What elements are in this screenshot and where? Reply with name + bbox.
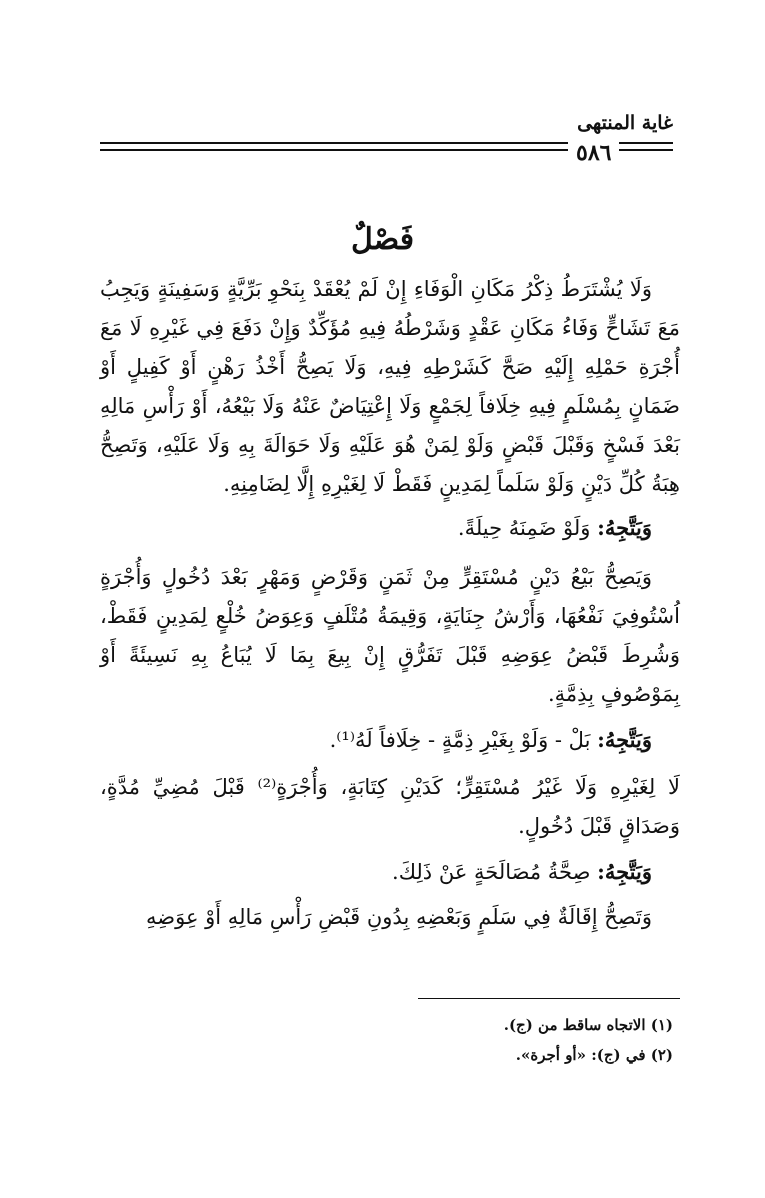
paragraph-1: وَلَا يُشْتَرَطُ ذِكْرُ مَكَانِ الْوَفَاءِ إِنْ لَمْ يُعْقَدْ بِنَحْوِ بَرِّيَّةٍ وَسَفِينَةٍ وَيَجِبُ مَعَ تَشَاحٍّ وَفَاءُ مَكَانِ عَقْدٍ وَشَرْطُهُ فِيهِ مُؤَكِّدٌ وَإِنْ دَفَعَ فِي غَيْرِهِ لَا مَعَ أُجْرَةِ حَمْلِهِ إِلَيْهِ صَحَّ كَشَرْطِهِ فِيهِ، وَلَا يَصِحُّ أَخْذُ رَهْنٍ أَوْ كَفِيلٍ أَوْ ضَمَانٍ بِمُسْلَمٍ فِيهِ خِلَافاً لِجَمْعٍ وَلَا إِعْتِيَاضٌ عَنْهُ وَلَا بَيْعُهُ، أَوْ رَأْسِ مَالِهِ بَعْدَ فَسْخٍ وَقَبْلَ قَبْضٍ وَلَوْ لِمَنْ هُوَ عَلَيْهِ وَلَا حَوَالَةَ بِهِ وَلَا عَلَيْهِ، وَتَصِحُّ هِبَةُ كُلِّ دَيْنٍ وَلَوْ سَلَماً لِمَدِينٍ فَقَطْ لَا لِغَيْرِهِ إِلَّا لِضَامِنِهِ. (100, 277, 680, 496)
paragraph-6 (100, 852, 680, 892)
footnote-2: (٢) في (ج): «أو أجرة». (515, 1046, 673, 1064)
paragraph-2-text: وَلَوْ ضَمِنَهُ حِيلَةً. (457, 516, 591, 540)
ittijah-label: وَيَتَّجِهُ: (597, 727, 652, 752)
ittijah-label: وَيَتَّجِهُ: (597, 859, 652, 884)
footnote-1: (١) الاتجاه ساقط من (ج). (503, 1016, 673, 1034)
footnotes (93, 1010, 673, 1070)
paragraph-7: وَتَصِحُّ إِقَالَةٌ فِي سَلَمٍ وَبَعْضِهِ بِدُونِ قَبْضِ رَأْسِ مَالِهِ أَوْ عِوَضِهِ (146, 905, 652, 929)
paragraph-2 (100, 508, 680, 548)
body-text (100, 270, 680, 937)
paragraph-4 (100, 720, 680, 760)
paragraph-4-text: بَلْ - وَلَوْ بِغَيْرِ ذِمَّةٍ - خِلَافاً لَهُ⁽¹⁾. (329, 728, 591, 752)
running-title: غاية المنتهى (577, 112, 673, 134)
page-number: ٥٨٦ (568, 142, 619, 164)
paragraph-6-text: صِحَّةُ مُصَالَحَةٍ عَنْ ذَلِكَ. (392, 860, 591, 884)
paragraph-3: وَيَصِحُّ بَيْعُ دَيْنٍ مُسْتَقِرٍّ مِنْ ثَمَنٍ وَقَرْضٍ وَمَهْرٍ بَعْدَ دُخُولٍ وَأُجْرَةٍ اُسْتُوفِيَ نَفْعُهَا، وَأَرْشُ جِنَايَةٍ، وَقِيمَةُ مُتْلَفٍ وَعِوَضُ خُلْعٍ لِمَدِينٍ فَقَطْ، وَشُرِطَ قَبْضُ عِوَضِهِ قَبْلَ تَفَرُّقٍ إِنْ بِيعَ بِمَا لَا يُبَاعُ بِهِ نَسِيئَةً أَوْ بِمَوْصُوفٍ بِذِمَّةٍ. (100, 565, 680, 706)
footnote-separator (418, 998, 680, 999)
section-title: فَصْلٌ (350, 222, 415, 257)
paragraph-5: لَا لِغَيْرِهِ وَلَا غَيْرُ مُسْتَقِرٍّ؛ كَدَيْنِ كِتَابَةٍ، وَأُجْرَةٍ⁽²⁾ قَبْلَ مُضِيِّ مُدَّةٍ، وَصَدَاقٍ قَبْلَ دُخُولٍ. (100, 775, 680, 838)
ittijah-label: وَيَتَّجِهُ: (597, 515, 652, 540)
